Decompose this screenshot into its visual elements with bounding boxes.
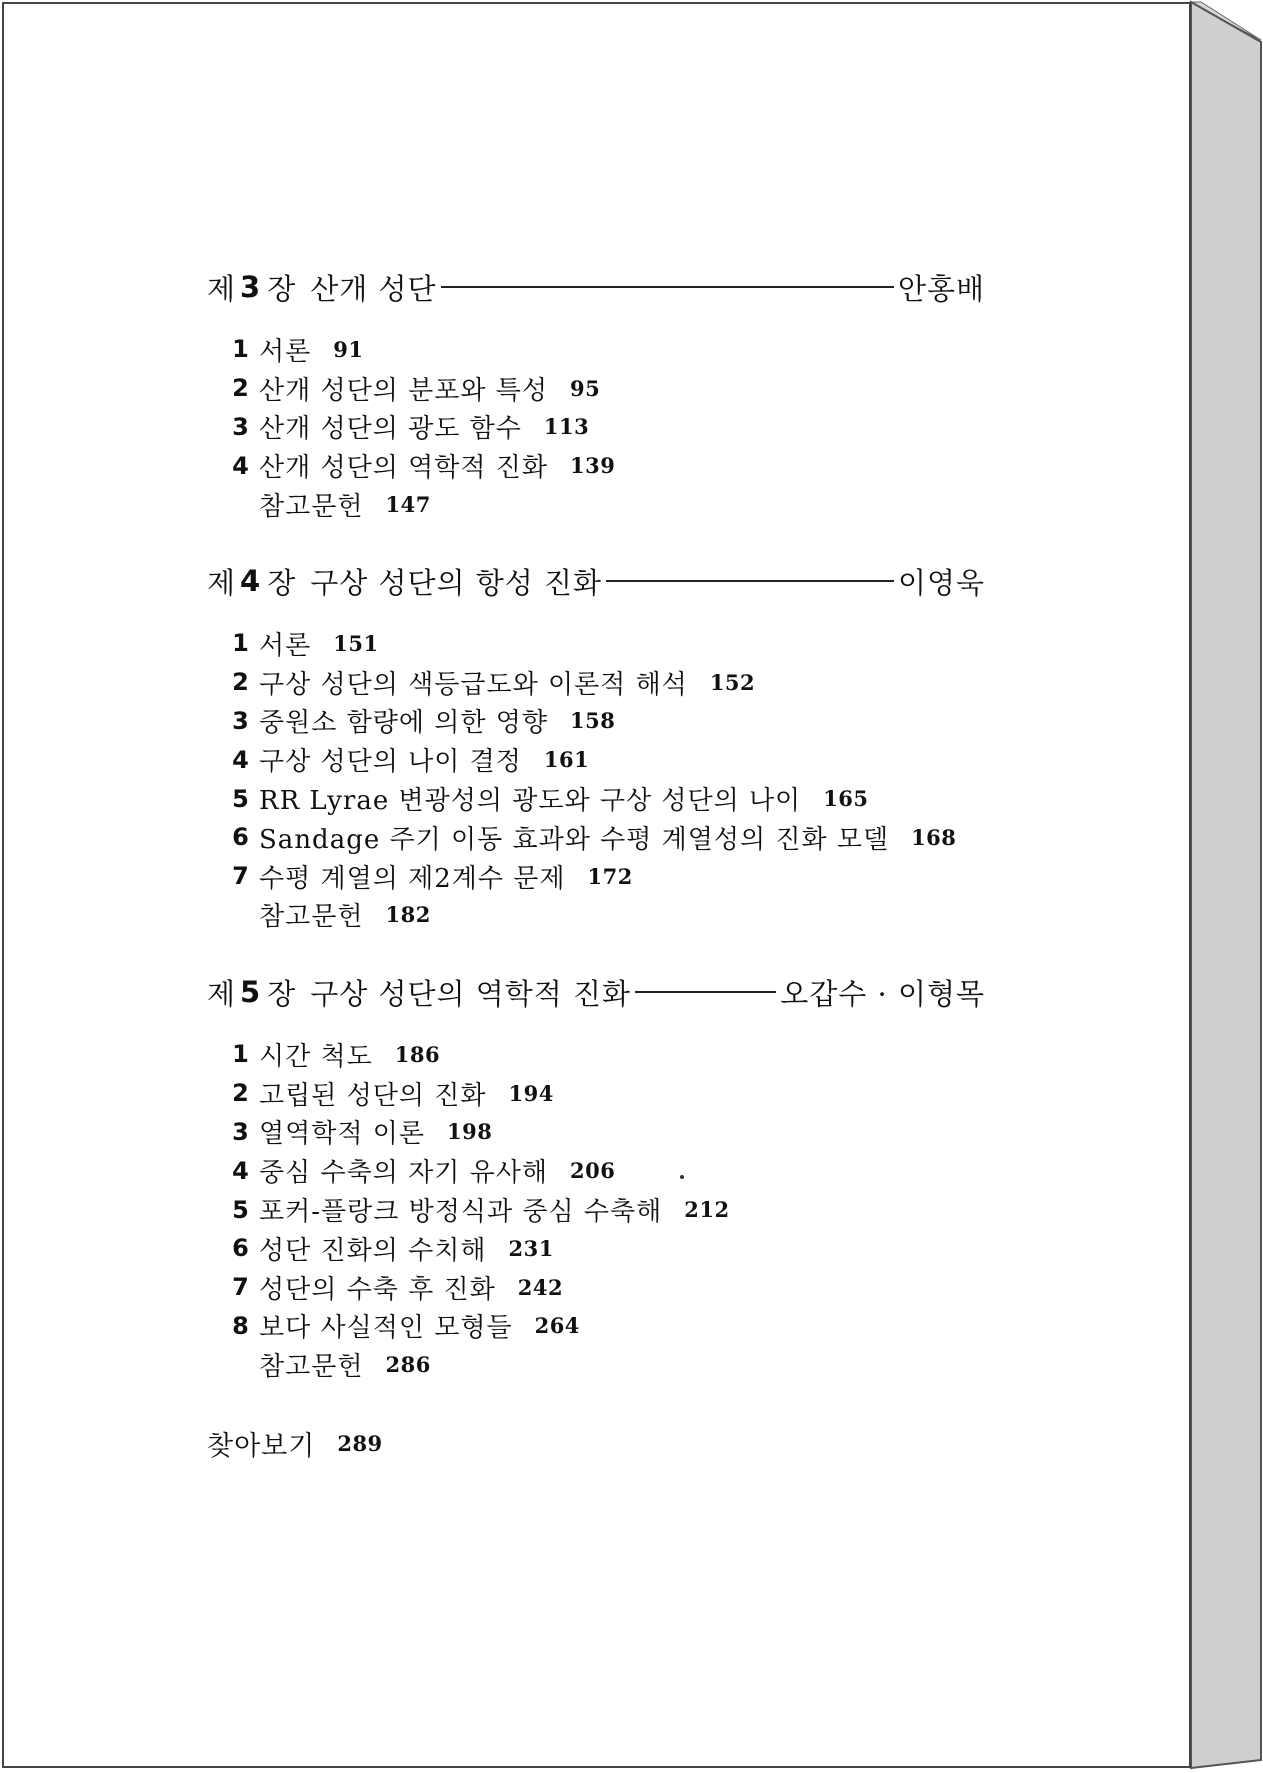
item-page: 161 (543, 747, 590, 773)
item-number: 6 (232, 1234, 250, 1263)
item-number: 3 (232, 1117, 250, 1146)
chapter-suffix: 장 (267, 271, 297, 306)
chapter-author: 이영욱 (897, 565, 985, 600)
item-page: 186 (394, 1041, 441, 1067)
item-page: 206 (569, 1158, 616, 1184)
chapter-suffix: 장 (267, 976, 297, 1011)
item-title: 열역학적 이론 (259, 1119, 425, 1150)
item-title: 산개 성단의 광도 함수 (259, 414, 522, 445)
chapter-author: 안홍배 (897, 271, 985, 306)
list-item (207, 408, 985, 447)
section-list (207, 1035, 985, 1384)
list-item (207, 1074, 985, 1113)
item-title: 산개 성단의 분포와 특성 (259, 375, 548, 406)
item-title: 수평 계열의 제2계수 문제 (259, 863, 566, 894)
item-number: 1 (232, 629, 250, 658)
chapter-number: 3 (240, 270, 262, 304)
item-title: 포커-플랑크 방정식과 중심 수축해 (259, 1197, 663, 1228)
item-title: 고립된 성단의 진화 (259, 1080, 487, 1111)
item-title: 중원소 함량에 의한 영향 (259, 708, 548, 739)
item-page: 198 (446, 1119, 493, 1145)
item-number: 4 (232, 1156, 250, 1185)
item-title: 시간 척도 (259, 1041, 373, 1072)
item-number: 2 (232, 668, 250, 697)
list-item (207, 1113, 985, 1152)
item-title: 구상 성단의 나이 결정 (259, 747, 522, 778)
item-number: 2 (232, 374, 250, 403)
item-page: 168 (911, 824, 957, 850)
list-item (207, 369, 985, 408)
chapter-title: 구상 성단의 항성 진화 (310, 565, 602, 600)
item-page: 194 (508, 1080, 554, 1106)
chapter-4 (207, 560, 985, 934)
list-item (207, 1229, 985, 1268)
references-title: 참고문헌 (259, 902, 364, 933)
item-page: 264 (534, 1313, 580, 1339)
chapter-title: 구상 성단의 역학적 진화 (310, 976, 632, 1011)
item-number: 5 (232, 1195, 250, 1224)
item-page: 165 (823, 786, 869, 812)
list-item (207, 1151, 985, 1190)
references-page: 147 (385, 492, 431, 518)
item-number: 7 (232, 862, 250, 891)
index-title: 찾아보기 (207, 1431, 316, 1462)
item-title: 보다 사실적인 모형들 (259, 1313, 513, 1344)
references-item (207, 896, 985, 935)
item-title: 서론 (259, 336, 312, 367)
chapter-author: 오갑수 · 이형목 (780, 976, 985, 1011)
item-page: 113 (543, 414, 590, 440)
list-item (207, 1268, 985, 1307)
item-page: 172 (587, 863, 633, 889)
chapter-3 (207, 266, 985, 524)
item-page: 212 (684, 1197, 730, 1223)
index-page: 289 (337, 1431, 383, 1456)
chapter-suffix: 장 (267, 565, 297, 600)
references-page: 286 (385, 1352, 431, 1378)
chapter-prefix: 제 (207, 271, 237, 306)
references-title: 참고문헌 (259, 492, 364, 523)
item-page: 95 (569, 375, 601, 401)
list-item (207, 857, 985, 896)
item-number: 8 (232, 1311, 250, 1340)
chapter-heading (207, 560, 985, 602)
item-title: RR Lyrae 변광성의 광도와 구상 성단의 나이 (259, 786, 802, 817)
item-number: 3 (232, 412, 250, 441)
item-title: 산개 성단의 역학적 진화 (259, 453, 548, 484)
chapter-number: 5 (240, 975, 262, 1009)
book-spine-face (1191, 2, 1261, 1768)
leader-rule (441, 286, 894, 288)
leader-rule (635, 991, 776, 993)
item-number: 4 (232, 451, 250, 480)
leader-rule (606, 580, 894, 582)
list-item (207, 624, 985, 663)
item-title: Sandage 주기 이동 효과와 수평 계열성의 진화 모델 (259, 824, 890, 855)
item-number: 5 (232, 784, 250, 813)
item-page: 242 (517, 1274, 564, 1300)
list-item (207, 740, 985, 779)
references-page: 182 (385, 902, 431, 928)
chapter-prefix: 제 (207, 976, 237, 1011)
list-item (207, 1190, 985, 1229)
item-page: 139 (569, 453, 616, 479)
references-item (207, 485, 985, 524)
stray-dot (680, 1175, 684, 1179)
item-page: 231 (508, 1235, 554, 1261)
item-number: 1 (232, 335, 250, 364)
list-item (207, 779, 985, 818)
item-number: 2 (232, 1079, 250, 1108)
item-page: 152 (709, 669, 756, 695)
references-item (207, 1345, 985, 1384)
item-number: 4 (232, 745, 250, 774)
section-list (207, 624, 985, 934)
chapter-prefix: 제 (207, 565, 237, 600)
item-number: 7 (232, 1273, 250, 1302)
item-title: 구상 성단의 색등급도와 이론적 해석 (259, 669, 688, 700)
item-title: 성단의 수축 후 진화 (259, 1274, 496, 1305)
list-item (207, 1035, 985, 1074)
chapter-5 (207, 971, 985, 1384)
references-title: 참고문헌 (259, 1352, 364, 1383)
chapter-heading (207, 266, 985, 308)
item-number: 3 (232, 706, 250, 735)
item-number: 6 (232, 823, 250, 852)
item-page: 91 (333, 336, 364, 362)
item-number: 1 (232, 1040, 250, 1069)
list-item (207, 1307, 985, 1346)
item-page: 151 (333, 630, 379, 656)
chapter-heading (207, 971, 985, 1013)
list-item (207, 446, 985, 485)
list-item (207, 663, 985, 702)
chapter-number: 4 (240, 564, 262, 598)
item-title: 중심 수축의 자기 유사해 (259, 1158, 548, 1189)
list-item (207, 818, 985, 857)
section-list (207, 330, 985, 524)
chapter-title: 산개 성단 (310, 271, 437, 306)
list-item (207, 702, 985, 741)
list-item (207, 330, 985, 369)
index-entry (207, 1424, 383, 1463)
item-title: 서론 (259, 630, 312, 661)
item-title: 성단 진화의 수치해 (259, 1235, 487, 1266)
item-page: 158 (569, 708, 616, 734)
